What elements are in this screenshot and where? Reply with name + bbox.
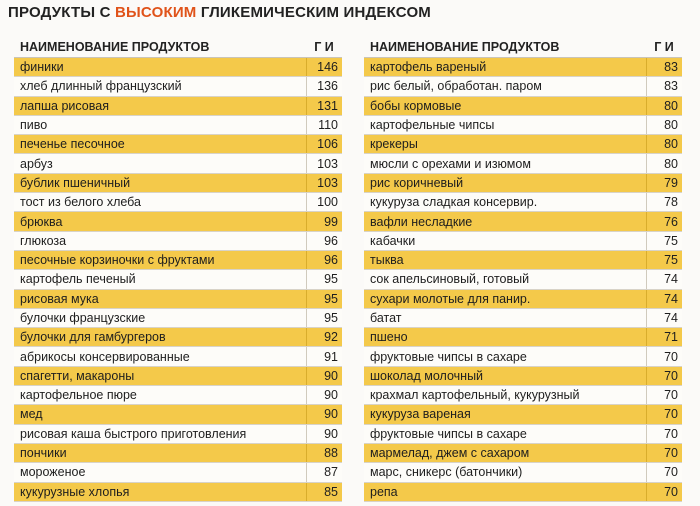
product-name: шоколад молочный: [370, 368, 484, 383]
glycemic-index-value: 87: [306, 463, 342, 481]
table-row: [14, 290, 342, 309]
table-row: [364, 77, 682, 96]
glycemic-index-value: 70: [646, 347, 682, 365]
product-name: картофельное пюре: [20, 388, 137, 403]
table-row: [14, 77, 342, 96]
product-name: бублик пшеничный: [20, 175, 131, 190]
product-name: мед: [20, 407, 43, 422]
title-highlight: ВЫСОКИМ: [115, 4, 197, 21]
product-name: марс, сникерс (батончики): [370, 465, 523, 480]
product-name: булочки для гамбургеров: [20, 330, 166, 345]
glycemic-index-value: 95: [306, 309, 342, 327]
glycemic-index-value: 88: [306, 444, 342, 462]
product-name: картофель печеный: [20, 272, 136, 287]
product-name: кабачки: [370, 233, 416, 248]
table-row: [364, 251, 682, 270]
glycemic-index-value: 90: [306, 405, 342, 423]
column-header-name: НАИМЕНОВАНИЕ ПРОДУКТОВ: [370, 39, 560, 54]
table-row: [364, 212, 682, 231]
product-name: мороженое: [20, 465, 86, 480]
table-row: [14, 405, 342, 424]
product-name: картофельные чипсы: [370, 118, 495, 133]
product-name: спагетти, макароны: [20, 368, 135, 383]
product-name: песочные корзиночки с фруктами: [20, 253, 215, 268]
table-row: [14, 386, 342, 405]
table-row: [14, 367, 342, 386]
table-row: [14, 174, 342, 193]
product-name: батат: [370, 311, 402, 325]
left-table-header: [14, 36, 342, 58]
table-row: [364, 290, 682, 309]
product-name: фруктовые чипсы в сахаре: [370, 349, 527, 364]
right-table: [364, 36, 682, 502]
product-name: булочки французские: [20, 311, 146, 325]
glycemic-index-value: 74: [646, 309, 682, 327]
product-name: абрикосы консервированные: [20, 349, 190, 364]
product-name: сухари молотые для панир.: [370, 291, 531, 306]
product-name: сок апельсиновый, готовый: [370, 272, 530, 287]
table-row: [14, 463, 342, 482]
glycemic-index-value: 79: [646, 174, 682, 192]
glycemic-index-value: 85: [306, 483, 342, 501]
product-name: арбуз: [20, 156, 53, 171]
glycemic-index-value: 100: [306, 193, 342, 211]
glycemic-index-value: 75: [646, 232, 682, 250]
product-name: брюква: [20, 214, 63, 229]
product-name: финики: [20, 60, 64, 75]
table-row: [14, 328, 342, 347]
table-row: [364, 193, 682, 212]
glycemic-index-value: 99: [306, 212, 342, 230]
title-suffix: ГЛИКЕМИЧЕСКИМ ИНДЕКСОМ: [200, 4, 432, 21]
product-name: вафли несладкие: [370, 214, 473, 229]
product-name: бобы кормовые: [370, 98, 462, 113]
table-row: [364, 347, 682, 366]
glycemic-index-value: 70: [646, 367, 682, 385]
title-prefix: ПРОДУКТЫ С: [8, 4, 111, 21]
glycemic-index-value: 70: [646, 425, 682, 443]
glycemic-index-value: 106: [306, 135, 342, 153]
column-header-gi: Г И: [314, 39, 334, 54]
table-row: [14, 270, 342, 289]
left-table-body: [14, 58, 342, 502]
table-row: [364, 135, 682, 154]
product-name: лапша рисовая: [20, 98, 109, 113]
glycemic-index-value: 92: [306, 328, 342, 346]
table-row: [14, 483, 342, 502]
table-row: [14, 97, 342, 116]
right-table-body: [364, 58, 682, 502]
table-row: [14, 251, 342, 270]
table-row: [364, 174, 682, 193]
glycemic-index-value: 70: [646, 444, 682, 462]
table-row: [364, 328, 682, 347]
product-name: пшено: [370, 330, 408, 345]
table-row: [364, 58, 682, 77]
product-name: глюкоза: [20, 233, 67, 248]
product-name: мармелад, джем с сахаром: [370, 446, 530, 461]
glycemic-index-value: 95: [306, 270, 342, 288]
product-name: рисовая мука: [20, 291, 99, 306]
table-row: [14, 425, 342, 444]
product-name: кукуруза сладкая консервир.: [370, 195, 538, 210]
page-title: [8, 4, 431, 26]
glycemic-index-value: 74: [646, 270, 682, 288]
glycemic-index-value: 83: [646, 77, 682, 95]
product-name: крекеры: [370, 137, 418, 152]
glycemic-index-value: 110: [306, 116, 342, 134]
glycemic-index-value: 76: [646, 212, 682, 230]
table-row: [14, 444, 342, 463]
glycemic-index-value: 70: [646, 463, 682, 481]
product-name: тыква: [370, 253, 404, 268]
glycemic-index-value: 90: [306, 367, 342, 385]
glycemic-index-value: 90: [306, 425, 342, 443]
glycemic-index-value: 91: [306, 347, 342, 365]
table-row: [364, 463, 682, 482]
product-name: пончики: [20, 446, 67, 461]
product-name: фруктовые чипсы в сахаре: [370, 426, 527, 441]
glycemic-index-value: 70: [646, 483, 682, 501]
table-row: [14, 309, 342, 328]
glycemic-index-value: 96: [306, 251, 342, 269]
glycemic-index-value: 146: [306, 58, 342, 76]
table-row: [14, 347, 342, 366]
glycemic-index-value: 80: [646, 97, 682, 115]
glycemic-index-value: 75: [646, 251, 682, 269]
product-name: рисовая каша быстрого приготовления: [20, 426, 247, 441]
product-name: хлеб длинный французский: [20, 79, 182, 94]
product-name: картофель вареный: [370, 60, 487, 75]
product-name: кукуруза вареная: [370, 407, 471, 422]
glycemic-index-value: 131: [306, 97, 342, 115]
table-row: [364, 97, 682, 116]
glycemic-index-value: 71: [646, 328, 682, 346]
glycemic-index-value: 103: [306, 174, 342, 192]
table-row: [14, 58, 342, 77]
product-name: тост из белого хлеба: [20, 195, 142, 210]
glycemic-index-value: 78: [646, 193, 682, 211]
glycemic-index-value: 80: [646, 135, 682, 153]
glycemic-index-value: 96: [306, 232, 342, 250]
glycemic-index-value: 74: [646, 290, 682, 308]
table-row: [364, 405, 682, 424]
column-header-gi: Г И: [654, 39, 674, 54]
table-row: [364, 309, 682, 328]
table-row: [364, 154, 682, 173]
product-name: репа: [370, 484, 398, 499]
product-name: пиво: [20, 118, 48, 133]
table-row: [364, 444, 682, 463]
table-row: [364, 232, 682, 251]
table-row: [14, 232, 342, 251]
product-name: печенье песочное: [20, 137, 125, 152]
glycemic-index-value: 83: [646, 58, 682, 76]
product-name: кукурузные хлопья: [20, 484, 130, 499]
glycemic-index-value: 103: [306, 154, 342, 172]
table-row: [14, 212, 342, 231]
right-table-header: [364, 36, 682, 58]
glycemic-index-value: 70: [646, 405, 682, 423]
product-name: крахмал картофельный, кукурузный: [370, 388, 580, 403]
glycemic-index-value: 90: [306, 386, 342, 404]
table-row: [14, 116, 342, 135]
table-row: [14, 154, 342, 173]
glycemic-index-value: 80: [646, 116, 682, 134]
table-row: [364, 386, 682, 405]
product-name: мюсли с орехами и изюмом: [370, 156, 531, 171]
column-header-name: НАИМЕНОВАНИЕ ПРОДУКТОВ: [20, 39, 210, 54]
glycemic-index-value: 95: [306, 290, 342, 308]
left-table: [14, 36, 342, 502]
table-row: [364, 367, 682, 386]
table-row: [14, 193, 342, 212]
glycemic-index-value: 70: [646, 386, 682, 404]
glycemic-index-value: 136: [306, 77, 342, 95]
glycemic-index-value: 80: [646, 154, 682, 172]
table-row: [364, 116, 682, 135]
table-row: [14, 135, 342, 154]
product-name: рис белый, обработан. паром: [370, 79, 542, 94]
table-row: [364, 425, 682, 444]
table-row: [364, 270, 682, 289]
table-row: [364, 483, 682, 502]
product-name: рис коричневый: [370, 175, 464, 190]
